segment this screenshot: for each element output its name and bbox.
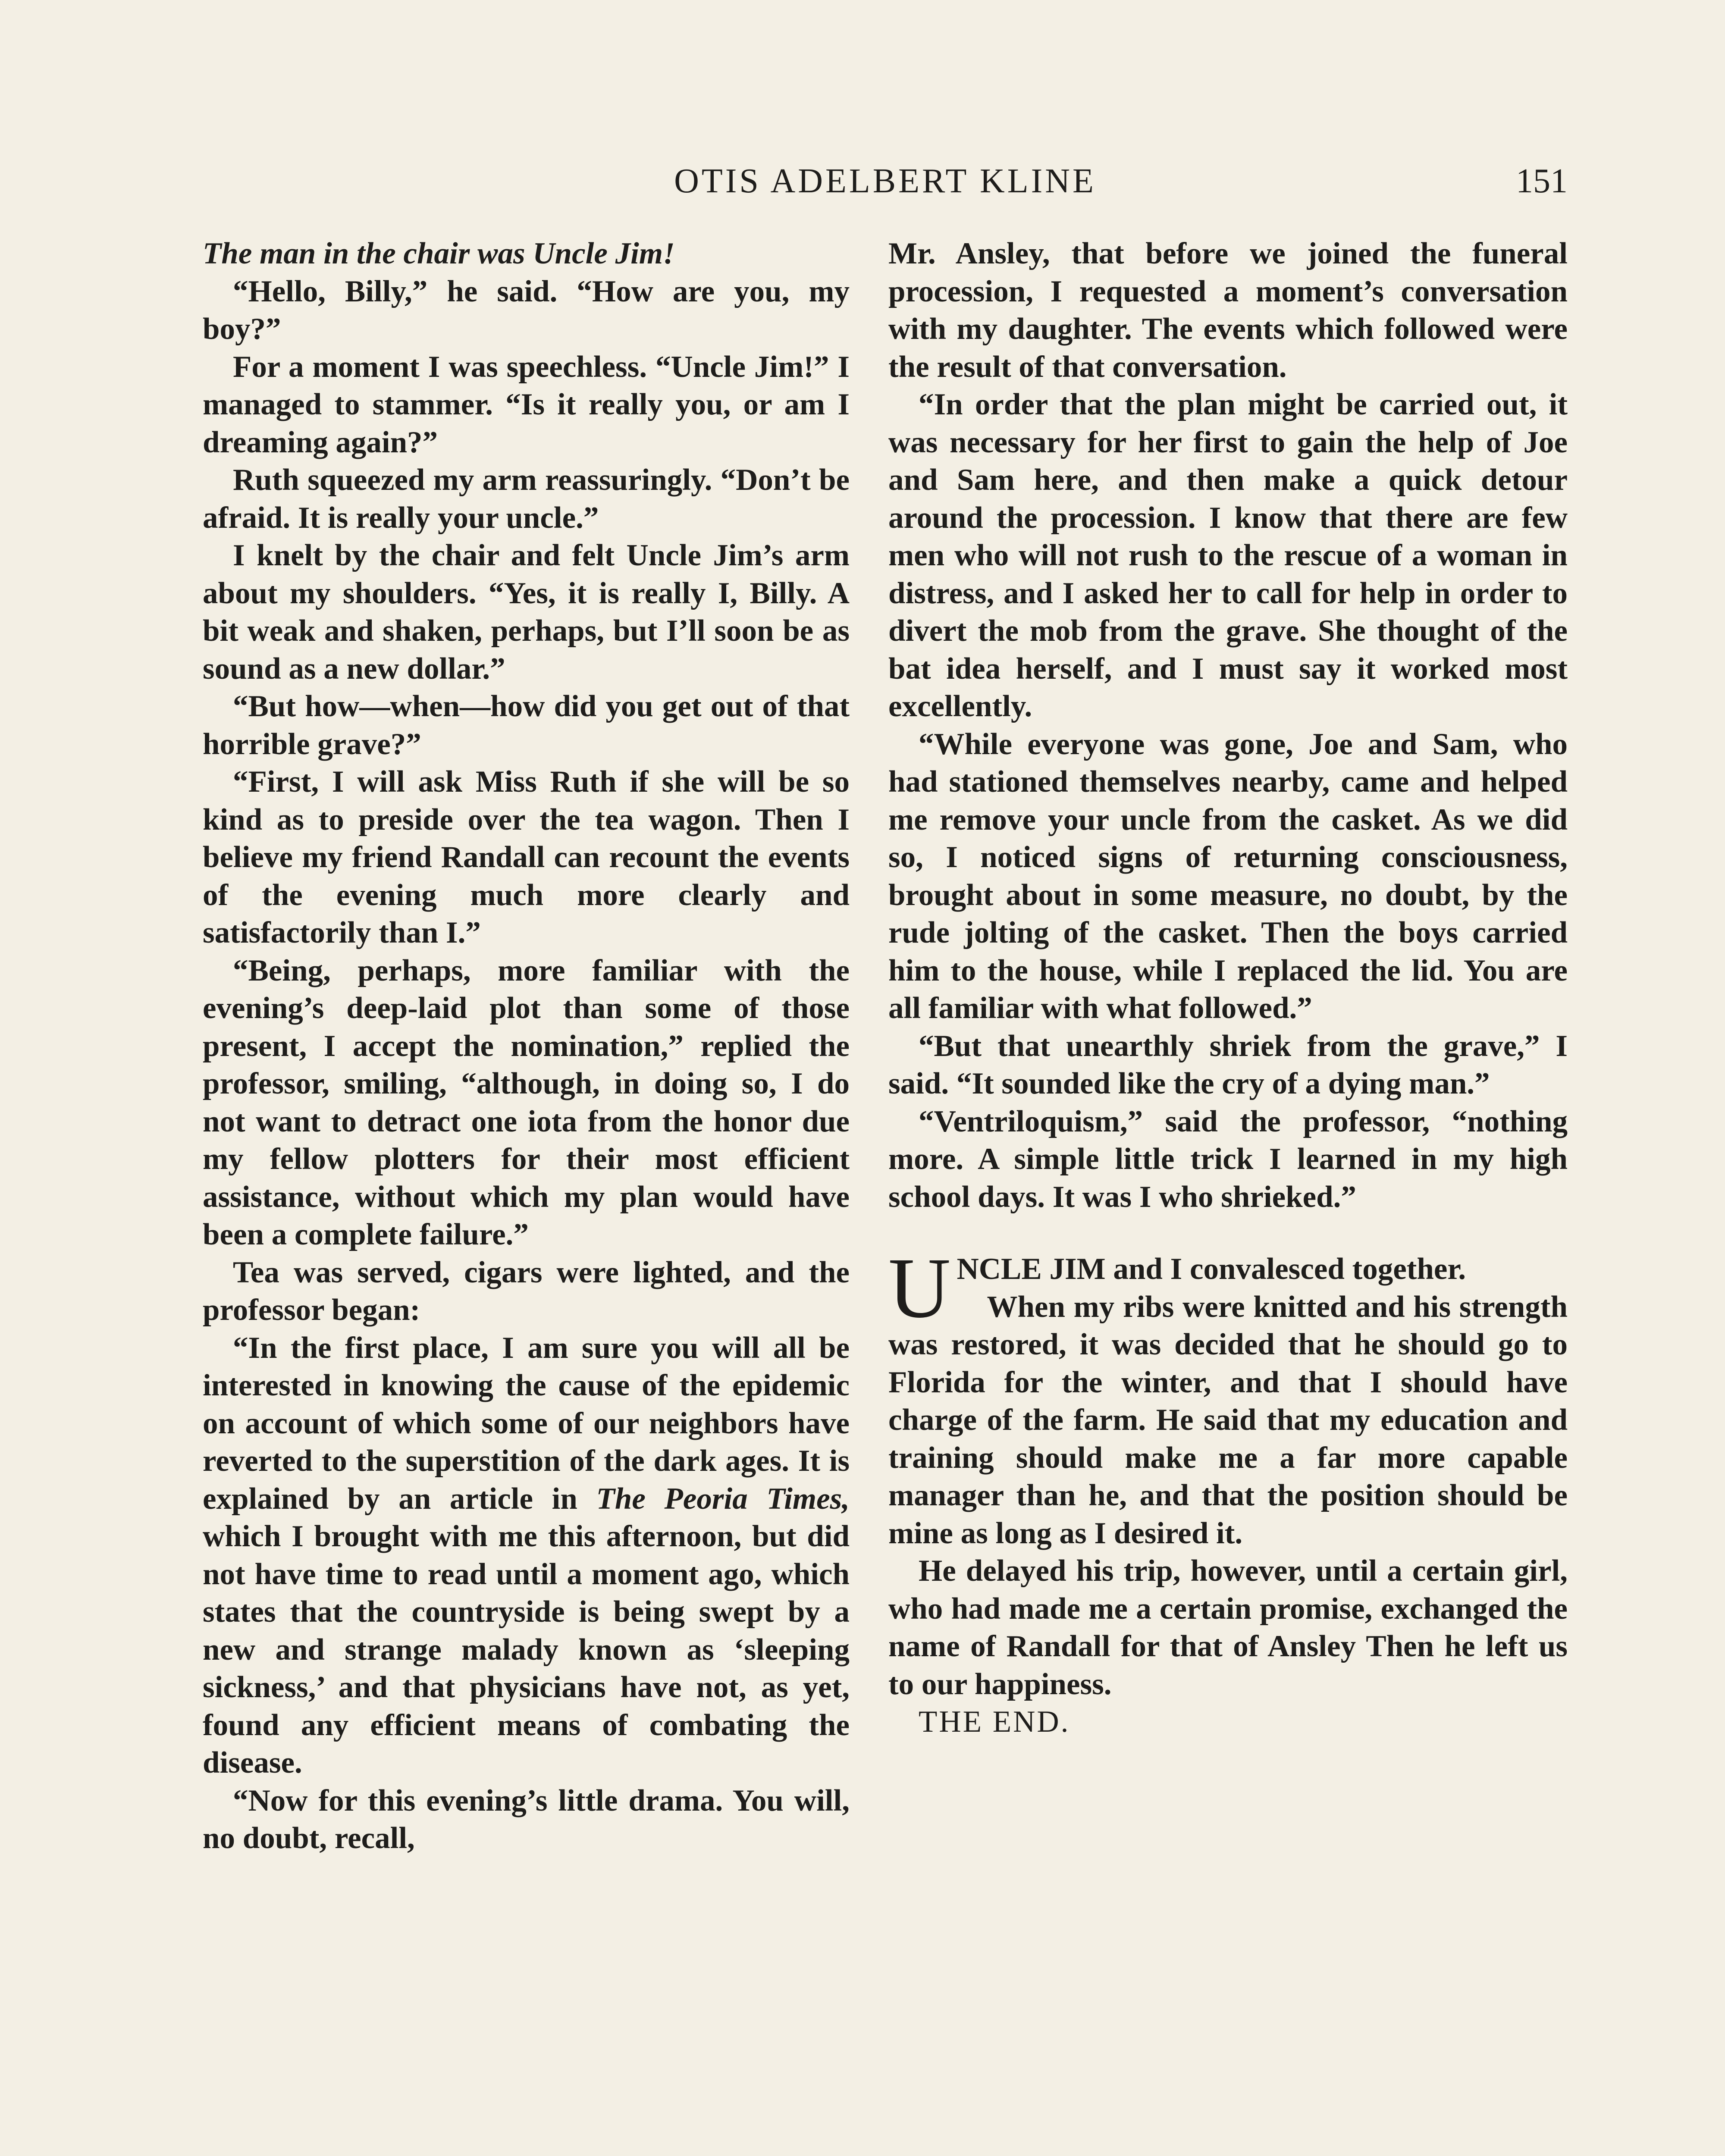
paragraph: “But that unearthly shriek from the grave,” I said. “It sounded like the cry of a dying man.” bbox=[888, 1029, 1568, 1100]
the-end: THE END. bbox=[919, 1705, 1070, 1739]
paragraph: Ruth squeezed my arm reassuringly. “Don’t be afraid. It is really your uncle.” bbox=[203, 463, 850, 535]
paragraph: Tea was served, cigars were lighted, and the professor began: bbox=[203, 1255, 850, 1327]
paragraph bbox=[888, 1241, 1568, 1336]
paragraph: I knelt by the chair and felt Uncle Jim’s arm about my shoulders. “Yes, it is really I, Billy. A bit weak and shaken, perhaps, but I’ll soon be as sound as a new dollar.” bbox=[203, 539, 850, 686]
left-column bbox=[203, 235, 850, 2156]
paragraph: “But how—when—how did you get out of that horrible grave?” bbox=[203, 689, 850, 761]
paragraph: “Being, perhaps, more familiar with the evening’s deep-laid plot than some of those present, I accept the nomination,” replied the professor, smiling, “although, in doing so, I do not want to detract one iota from the honor due my fellow plotters for their most efficient assistance, without which my plan would have been a complete failure.” bbox=[203, 953, 850, 1251]
paragraph: “In order that the plan might be carried out, it was necessary for her first to gain the help of Joe and Sam here, and then make a quick detour around the procession. I know that there are few men who will not rush to the rescue of a woman in distress, and I asked her to call for help in order to divert the mob from the grave. She thought of the bat idea herself, and I must say it worked most excellently. bbox=[888, 388, 1568, 723]
running-head: OTIS ADELBERT KLINE bbox=[674, 162, 1096, 200]
paragraph-text: “In the first place, I am sure you will all be interested in knowing the cause of the epidemic on account of which some of our neighbors have reverted to the superstition of the dark ages. It is explained by an article in bbox=[203, 1331, 850, 1516]
paragraph bbox=[203, 1329, 850, 1782]
newspaper-title: The Peoria Times, bbox=[596, 1482, 850, 1516]
paragraph: “While everyone was gone, Joe and Sam, who had stationed themselves nearby, came and helped me remove your uncle from the casket. As we did so, I noticed signs of returning consciousness, brought about in some measure, no doubt, by the rude jolting of the casket. Then the boys carried him to the house, while I replaced the lid. You are all familiar with what followed.” bbox=[888, 727, 1568, 1025]
small-caps-lead: NCLE JIM bbox=[957, 1252, 1106, 1286]
paragraph: He delayed his trip, however, until a certain girl, who had made me a certain promise, exchanged the name of Randall for that of Ansley Then he left us to our happiness. bbox=[888, 1554, 1568, 1701]
page-header bbox=[203, 153, 1568, 209]
right-column bbox=[888, 235, 1568, 2156]
paragraph: “Hello, Billy,” he said. “How are you, my boy?” bbox=[203, 274, 850, 346]
paragraph-text: which I brought with me this afternoon, but did not have time to read until a moment ago, which states that the countryside is being swept by a new and strange malady known as ‘sleeping sickness,’ and that physicians have not, as yet, found any efficient means of combating the disease. bbox=[203, 1520, 850, 1780]
paragraph: Mr. Ansley, that before we joined the funeral procession, I requested a moment’s conversation with my daughter. The events which followed were the result of that conversation. bbox=[888, 237, 1568, 384]
paragraph-text: and I convalesced together. bbox=[1105, 1252, 1466, 1286]
paragraph: “Ventriloquism,” said the professor, “nothing more. A simple little trick I learned in my high school days. It was I who shrieked.” bbox=[888, 1104, 1568, 1214]
page-number: 151 bbox=[1516, 162, 1568, 200]
section-break bbox=[888, 1216, 1568, 1250]
paragraph bbox=[203, 235, 850, 273]
italic-lead-line: The man in the chair was Uncle Jim! bbox=[203, 237, 675, 270]
paragraph: “First, I will ask Miss Ruth if she will be so kind as to preside over the tea wagon. Then I believe my friend Randall can recount the events of the evening much more clearly and satisfactorily than I.” bbox=[203, 765, 850, 950]
drop-cap: U bbox=[888, 1241, 951, 1336]
paragraph: When my ribs were knitted and his strength was restored, it was decided that he should go to Florida for the winter, and that I should have charge of the farm. He said that my education and training should make me a far more capable manager than he, and that the position should be mine as long as I desired it. bbox=[888, 1290, 1568, 1550]
paragraph: For a moment I was speechless. “Uncle Jim!” I managed to stammer. “Is it really you, or am I dreaming again?” bbox=[203, 350, 850, 459]
paragraph: “Now for this evening’s little drama. You will, no doubt, recall, bbox=[203, 1783, 850, 1855]
